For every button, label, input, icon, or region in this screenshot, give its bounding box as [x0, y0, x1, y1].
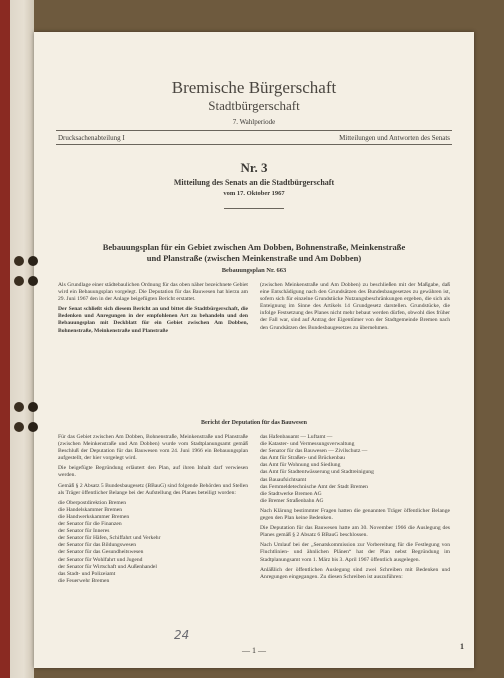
punch-hole — [28, 276, 38, 286]
list-item: die Stadtwerke Bremen AG — [260, 490, 322, 497]
list-item: der Senator für Häfen, Schiffahrt und Verkehr — [58, 535, 161, 542]
punch-hole — [14, 256, 24, 266]
corner-page-number: 1 — [460, 642, 464, 651]
list-item: der Senator für das Bauwesen — Zivilschutz — — [260, 448, 368, 455]
report-paragraph: Für das Gebiet zwischen Am Dobben, Bohnenstraße, Meinkenstraße und Planstraße (zwischen Meinkenstraße und Am Dobben) wurde vom Stadtplanungsamt gemäß Beschluß der Deputation für das Bauwesen vom 24. Juni 1966 ein Bebauungsplan aufgestellt, der hier vorgelegt wird. — [58, 434, 248, 462]
list-item: der Senator für die Finanzen — [58, 521, 122, 528]
document-number: Nr. 3 — [240, 160, 268, 175]
heading-line-1: Bebauungsplan für ein Gebiet zwischen Am Dobben, Bohnenstraße, Meinkenstraße — [102, 242, 406, 252]
heading-line-2: und Planstraße (zwischen Meinkenstraße und Am Dobben) — [146, 253, 362, 263]
list-item: die Handwerkskammer Bremen — [58, 513, 130, 520]
list-item: die Oberpostdirektion Bremen — [58, 499, 127, 506]
report-right-column — [260, 434, 450, 584]
list-item: das Hafenbauamt — Luftamt — — [260, 434, 333, 440]
list-item: der Senator für das Bildungswesen — [58, 542, 136, 549]
agency-list-left — [58, 500, 248, 585]
list-item: die Feuerwehr Bremen — [58, 577, 110, 584]
list-item: der Senator für Wirtschaft und Außenhandel — [58, 563, 157, 570]
list-item: das Stadt- und Polizeiamt — [58, 570, 116, 577]
punch-hole — [14, 276, 24, 286]
plan-number: Bebauungsplan Nr. 663 — [221, 267, 287, 274]
legislative-period: 7. Wahlperiode — [232, 118, 276, 126]
page-number: — 1 — — [242, 646, 266, 655]
report-paragraph: Die beigefügte Begründung erläutert den Plan, auf ihren Inhalt darf verwiesen werden. — [58, 465, 248, 479]
separator-rule — [224, 208, 284, 209]
list-item: der Senator für das Gesundheitswesen — [58, 549, 144, 556]
report-paragraph: Die Deputation für das Bauwesen hatte am 30. November 1966 die Auslegung des Planes gemäß § 2 Absatz 6 BBauG beschlossen. — [260, 525, 450, 539]
underlying-page — [0, 0, 34, 678]
list-item: der Senator für Wohlfahrt und Jugend — [58, 556, 143, 563]
intro-paragraph: Der Senat schließt sich diesem Bericht an und bittet die Stadtbürgerschaft, die Bedenken und Anregungen in der empfohlenen Art zu behandeln und den Bebauungsplan mit Deckblatt für ein Gebiet zwischen Am Dobben, Bohnenstraße, Meinkenstraße und Planstraße — [58, 306, 248, 334]
report-title: Bericht der Deputation für das Bauwesen — [201, 420, 307, 426]
list-item: die Bremer Straßenbahn AG — [260, 497, 324, 504]
report-paragraph: Nach Klärung bestimmter Fragen hatten die genannten Träger öffentlicher Belange gegen den Plan keine Bedenken. — [260, 507, 450, 522]
series-label: Mitteilungen und Antworten des Senats — [339, 134, 450, 142]
intro-paragraph: (zwischen Meinkenstraße und Am Dobben) zu beschließen mit der Maßgabe, daß eine Entschädigung nach den Grundsätzen des Bundesbaugesetzes zu gewähren ist, sofern sich für einzelne Grundstücke Nutzungsbeschränkungen ergeben, die sich als Enteignung im Sinne des Artikels 14 Grundgesetz darstellen. Grundstücke, die infolge Festsetzung des Planes nicht mehr bebaut werden dürfen, obwohl dies früher der Fall war, sind auf Antrag der Eigentümer von der Stadtgemeinde Bremen nach den Grundsätzen des Bundesbaugesetzes zu übernehmen. — [260, 282, 450, 331]
list-item: das Fernmeldetechnische Amt der Stadt Bremen — [260, 483, 368, 490]
list-item: das Bauaufsichtsamt — [260, 476, 307, 483]
report-paragraph: Nach Umlauf bei der „Senatskommission zur Vorbereitung für die Festlegung von Fluchtlinien- und ähnlichen Plänen“ hat der Plan nebst Begründung im Stadtplanungsamt vom 1. März bis 3. April 1967 öffentlich ausgelegen. — [260, 542, 450, 563]
report-paragraph: Anläßlich der öffentlichen Auslegung sind zwei Schreiben mit Bedenken und Anregungen eingegangen. Zu diesen Schreiben ist auszuführen: — [260, 566, 450, 580]
report-left-column — [58, 434, 248, 585]
punch-hole — [14, 402, 24, 412]
document-heading — [34, 242, 474, 264]
handwritten-note: 24 — [174, 628, 190, 642]
document-page — [34, 32, 474, 668]
list-item: das Amt für Straßen- und Brückenbau — [260, 455, 345, 462]
bottom-rule — [56, 144, 452, 145]
parliament-title: Bremische Bürgerschaft — [171, 78, 337, 97]
list-item: der Senator für Inneres — [58, 528, 110, 535]
top-rule — [56, 130, 452, 131]
chamber-subtitle: Stadtbürgerschaft — [208, 98, 300, 113]
intro-left-column — [58, 282, 248, 338]
message-title: Mitteilung des Senats an die Stadtbürgerschaft — [173, 178, 335, 187]
list-item: das Amt für Stadtentwässerung und Stadtreinigung — [260, 469, 374, 476]
agency-list-right — [260, 434, 450, 505]
intro-right-column — [260, 282, 450, 335]
punch-hole — [28, 402, 38, 412]
binder-strip — [0, 0, 10, 678]
punch-hole — [14, 422, 24, 432]
intro-paragraph: Als Grundlage einer städtebaulichen Ordnung für das oben näher bezeichnete Gebiet wird ein Bebauungsplan vorgelegt. Die Deputation für das Bauwesen hat hierzu am 29. Juni 1967 den in der Anlage beigefügten Bericht erstattet. — [58, 282, 248, 303]
list-item: die Kataster- und Vermessungsverwaltung — [260, 441, 355, 448]
message-date: vom 17. Oktober 1967 — [223, 190, 285, 197]
report-paragraph: Gemäß § 2 Absatz 5 Bundesbaugesetz (BBauG) sind folgende Behörden und Stellen als Träger öffentlicher Belange bei der Aufstellung des Planes beteiligt worden: — [58, 482, 248, 496]
list-item: das Amt für Wohnung und Siedlung — [260, 462, 341, 469]
department-label: Drucksachenabteilung I — [58, 134, 125, 142]
list-item: die Handelskammer Bremen — [58, 506, 122, 513]
